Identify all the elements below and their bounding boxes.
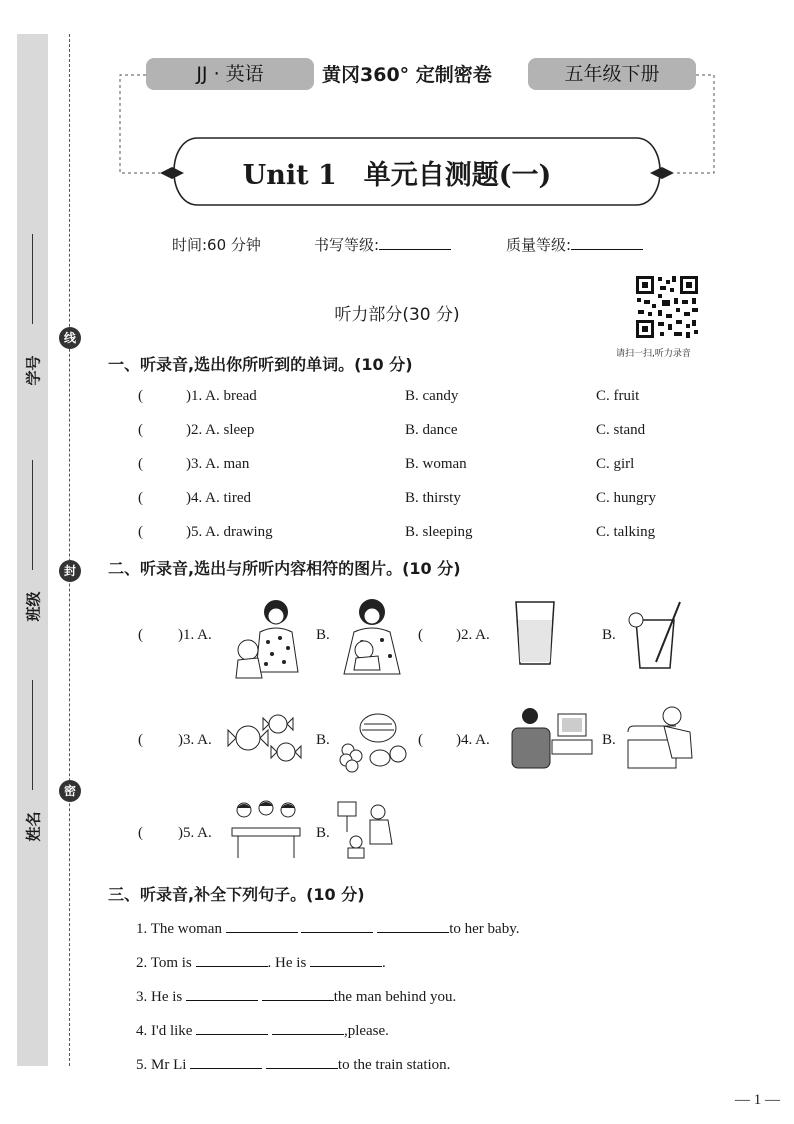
blank-field[interactable] (272, 1020, 344, 1035)
part2-q3: ( (138, 732, 143, 748)
class-line (32, 460, 33, 570)
blank-field[interactable] (301, 918, 373, 933)
part2-heading: 二、听录音,选出与所听内容相符的图片。(10 分) (108, 559, 461, 578)
grade-badge: 五年级下册 (528, 58, 696, 90)
qr-caption: 请扫一扫,听力录音 (616, 349, 691, 359)
part2-q1-b: B. (316, 627, 330, 643)
seal-xian: 线 (59, 327, 81, 349)
page-title: Unit 1 单元自测题(一) (242, 160, 552, 191)
glass-picture-a (512, 598, 558, 670)
children-picture-a (228, 796, 304, 862)
juice-picture-b (622, 596, 686, 674)
part2-q1-label: )1. A. (178, 627, 212, 643)
part1-heading: 一、听录音,选出你所听到的单词。(10 分) (108, 355, 413, 374)
listening-section-title: 听力部分(30 分) (334, 305, 460, 325)
time-limit: 时间:60 分钟 (172, 236, 261, 254)
blank-field[interactable] (262, 986, 334, 1001)
drawing-picture-b (334, 798, 406, 860)
part2-q5: ( (138, 825, 143, 841)
part2-q3-label: )3. A. (178, 732, 212, 748)
blank-field[interactable] (196, 952, 268, 967)
subject-badge: JJ · 英语 (146, 58, 314, 90)
blank-field[interactable] (266, 1054, 338, 1069)
part2-q2-label: )2. A. (456, 627, 490, 643)
sentence-1: 1. The woman to her baby. (136, 918, 519, 938)
tired-woman-picture-b (620, 702, 700, 774)
qr-code-icon[interactable] (634, 274, 700, 340)
seal-mi: 密 (59, 780, 81, 802)
sentence-4: 4. I'd like ,please. (136, 1020, 389, 1040)
student-id-label: 学号 (24, 355, 43, 386)
fruit-picture-b (334, 706, 408, 774)
seal-feng: 封 (59, 560, 81, 582)
blank-field[interactable] (377, 918, 449, 933)
name-line (32, 680, 33, 790)
class-label: 班级 (24, 591, 43, 622)
name-label: 姓名 (24, 811, 43, 842)
sentence-5: 5. Mr Li to the train station. (136, 1054, 450, 1074)
tv-room-picture-a (508, 704, 594, 774)
part3-heading: 三、听录音,补全下列句子。(10 分) (108, 885, 365, 904)
blank-field[interactable] (186, 986, 258, 1001)
sentence-2: 2. Tom is . He is . (136, 952, 386, 972)
part2-q3-b: B. (316, 732, 330, 748)
part2-q5-b: B. (316, 825, 330, 841)
quality-grade: 质量等级: (506, 234, 643, 255)
writing-grade: 书写等级: (314, 234, 451, 255)
part2-q2: ( (418, 627, 423, 643)
series-name: 黄冈360° 定制密卷 (322, 64, 492, 86)
mother-baby-picture-a (228, 592, 308, 684)
blank-field[interactable] (190, 1054, 262, 1069)
part2-q1: ( (138, 627, 143, 643)
blank-field[interactable] (310, 952, 382, 967)
part2-q4: ( (418, 732, 423, 748)
mother-baby-picture-b (334, 592, 410, 684)
part2-q4-b: B. (602, 732, 616, 748)
page-number: — 1 — (735, 1092, 780, 1108)
blank-field[interactable] (226, 918, 298, 933)
part2-q5-label: )5. A. (178, 825, 212, 841)
blank-field[interactable] (196, 1020, 268, 1035)
part2-q4-label: )4. A. (456, 732, 490, 748)
sentence-3: 3. He is the man behind you. (136, 986, 456, 1006)
candy-picture-a (226, 708, 306, 772)
part2-q2-b: B. (602, 627, 616, 643)
